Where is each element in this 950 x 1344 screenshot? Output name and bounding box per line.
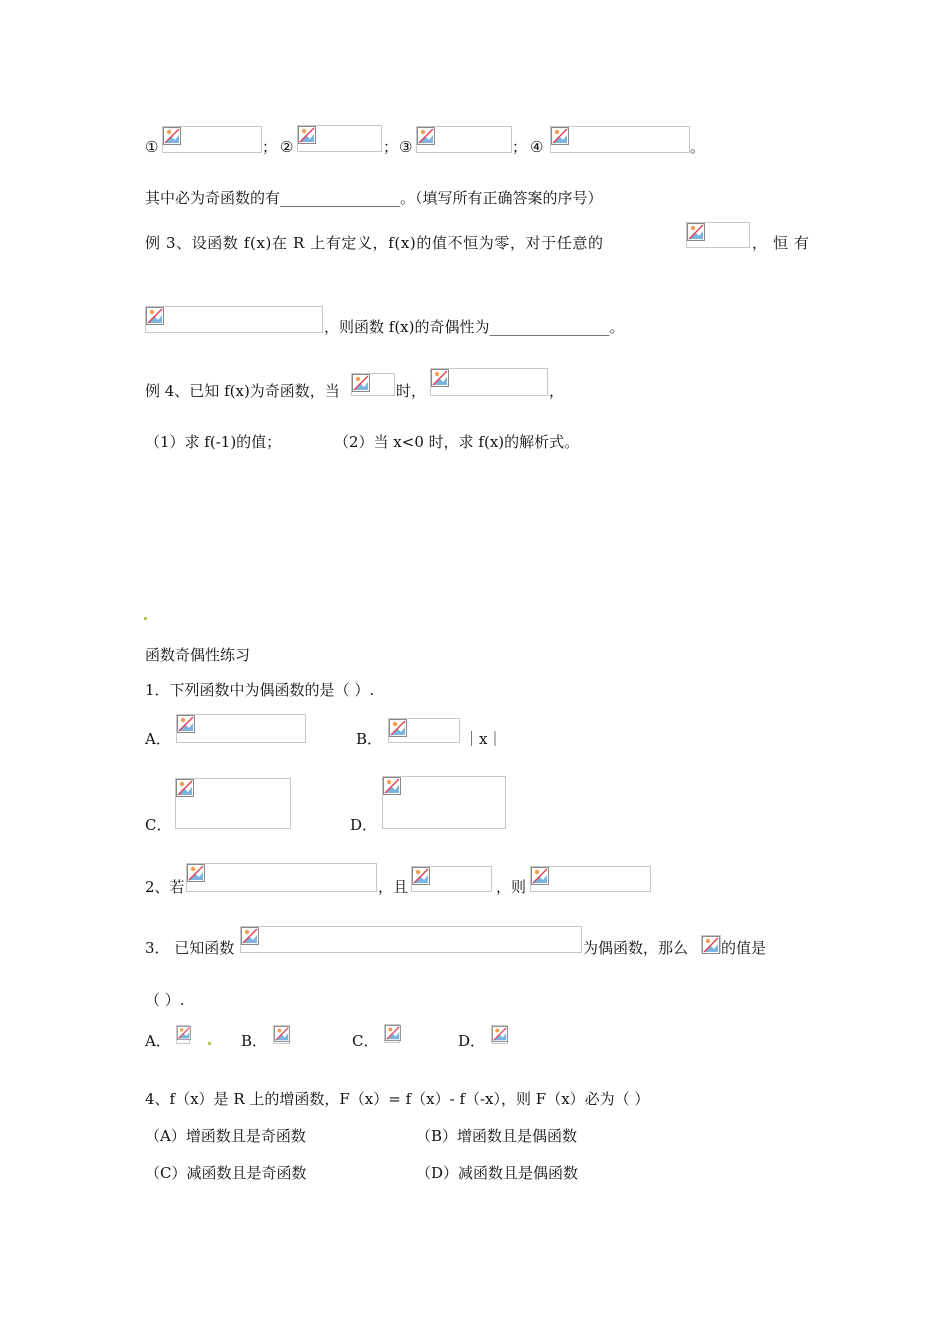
q1-option-c-label: C． bbox=[145, 816, 172, 834]
example-4-end: ， bbox=[549, 382, 565, 400]
broken-image-icon bbox=[389, 719, 407, 737]
q3-option-d-image bbox=[491, 1025, 508, 1044]
broken-image-icon bbox=[176, 779, 194, 797]
broken-image-icon bbox=[146, 307, 164, 325]
practice-question-1: 1．下列函数中为偶函数的是（ ）. bbox=[145, 681, 375, 699]
broken-image-icon bbox=[531, 867, 549, 885]
formula-image-3 bbox=[416, 126, 512, 153]
q3-option-b-label: B． bbox=[241, 1032, 268, 1050]
option-4-label: ④ bbox=[530, 138, 544, 156]
broken-image-icon bbox=[551, 127, 569, 145]
formula-image-ex4-b bbox=[430, 368, 548, 396]
broken-image-icon bbox=[298, 126, 316, 144]
q2-image-3 bbox=[530, 866, 651, 892]
formula-image-2 bbox=[297, 125, 382, 152]
q2-intro: 2、若 bbox=[145, 878, 185, 896]
option-3-label: ③ bbox=[399, 138, 413, 156]
formula-image-1 bbox=[162, 126, 262, 153]
formula-image-ex3-a bbox=[686, 222, 750, 248]
broken-image-icon bbox=[383, 777, 401, 795]
broken-image-icon bbox=[187, 864, 205, 882]
broken-image-icon bbox=[412, 867, 430, 885]
q3-intro: 3． 已知函数 bbox=[145, 939, 235, 957]
broken-image-icon bbox=[702, 936, 720, 954]
q2-mid2: ，则 bbox=[496, 878, 527, 896]
option-sep-3: ； bbox=[512, 138, 528, 156]
q2-image-1 bbox=[186, 863, 377, 892]
formula-image-ex4-a bbox=[351, 373, 395, 396]
q1-option-c-image bbox=[175, 778, 291, 829]
example-4-question-2: （2）当 x<0 时，求 f(x)的解析式。 bbox=[334, 433, 580, 451]
example-3-line-1-end: ，恒有 bbox=[752, 234, 816, 252]
broken-image-icon bbox=[417, 127, 435, 145]
practice-title: 函数奇偶性练习 bbox=[145, 646, 251, 664]
q1-option-a-label: A． bbox=[145, 730, 171, 748]
q3-variable-image bbox=[701, 935, 721, 953]
q3-option-b-image bbox=[273, 1025, 290, 1044]
option-end: 。 bbox=[690, 138, 706, 156]
broken-image-icon bbox=[274, 1026, 290, 1042]
q2-mid: ，且 bbox=[378, 878, 409, 896]
q2-image-2 bbox=[411, 866, 492, 892]
q3-mid: 为偶函数，那么 bbox=[583, 939, 689, 957]
broken-image-icon bbox=[163, 127, 181, 145]
q3-option-c-label: C． bbox=[352, 1032, 379, 1050]
q3-end: 的值是 bbox=[721, 939, 767, 957]
q4-option-b: （B）增函数且是偶函数 bbox=[416, 1127, 578, 1145]
example-3-line-1: 例 3、设函数 f(x)在 R 上有定义，f(x)的值不恒为零，对于任意的 bbox=[145, 234, 604, 252]
q3-function-image bbox=[240, 926, 582, 953]
q1-option-b-tail: ｜x｜ bbox=[464, 730, 503, 748]
broken-image-icon bbox=[352, 374, 370, 392]
formula-image-ex3-b bbox=[145, 306, 323, 333]
q3-option-a-label: A． bbox=[145, 1032, 171, 1050]
example-4-mid: 时， bbox=[396, 382, 427, 400]
option-2-label: ② bbox=[280, 138, 294, 156]
broken-image-icon bbox=[177, 1026, 191, 1040]
formula-image-4 bbox=[550, 126, 690, 153]
q1-option-d-image bbox=[382, 776, 506, 829]
example-4-question-1: （1）求 f(-1)的值； bbox=[145, 433, 282, 451]
broken-image-icon bbox=[241, 927, 259, 945]
option-sep-1: ； bbox=[262, 138, 278, 156]
decorative-dot bbox=[208, 1042, 211, 1045]
q3-option-c-image bbox=[384, 1024, 400, 1043]
broken-image-icon bbox=[492, 1026, 508, 1042]
q4-option-d: （D）减函数且是偶函数 bbox=[416, 1164, 579, 1182]
q1-option-b-label: B． bbox=[356, 730, 383, 748]
q4-option-c: （C）减函数且是奇函数 bbox=[145, 1164, 307, 1182]
q1-option-a-image bbox=[176, 714, 306, 743]
option-1-label: ① bbox=[145, 138, 159, 156]
option-sep-2: ； bbox=[383, 138, 399, 156]
decorative-dot bbox=[144, 617, 147, 620]
q1-option-b-image bbox=[388, 718, 460, 743]
broken-image-icon bbox=[687, 223, 705, 241]
example-3-line-2: ，则函数 f(x)的奇偶性为________________。 bbox=[324, 318, 625, 336]
odd-function-answer-line: 其中必为奇函数的有________________。（填写所有正确答案的序号） bbox=[145, 189, 603, 207]
q3-option-d-label: D． bbox=[458, 1032, 486, 1050]
q3-option-a-image bbox=[176, 1025, 190, 1044]
broken-image-icon bbox=[385, 1025, 401, 1041]
example-4-intro: 例 4、已知 f(x)为奇函数，当 bbox=[145, 382, 340, 400]
q3-paren: （ ）. bbox=[145, 991, 185, 1009]
q4-option-a: （A）增函数且是奇函数 bbox=[145, 1127, 306, 1145]
q1-option-d-label: D． bbox=[350, 816, 378, 834]
broken-image-icon bbox=[177, 715, 195, 733]
broken-image-icon bbox=[431, 369, 449, 387]
q4-stem: 4、f（x）是 R 上的增函数，F（x）= f（x）- f（-x），则 F（x）必为（ ） bbox=[145, 1090, 650, 1108]
